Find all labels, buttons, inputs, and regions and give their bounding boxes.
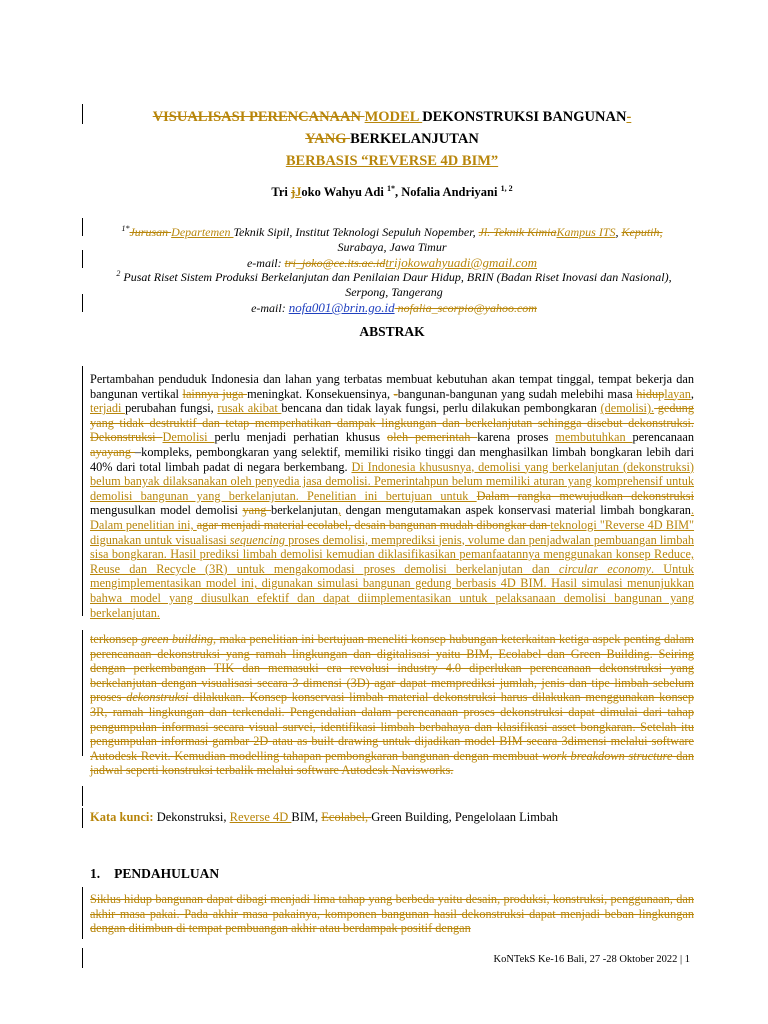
section-title: PENDAHULUAN	[114, 866, 220, 881]
deleted-text: gedung yang tidak destruktif dan tetap memperhatikan dampak lingkungan dan berkelanjutan sehingga disebut dekonstruksi. Dekonstruksi	[90, 401, 694, 445]
affiliation-deleted-text: Keputih,	[621, 225, 663, 239]
affiliation-deleted-text: Jl. Teknik Kimia	[478, 225, 557, 239]
affiliation-inserted-text: Departemen	[171, 225, 234, 239]
inserted-text: circular economy	[558, 561, 651, 576]
abstract-text: perubahan fungsi,	[125, 401, 218, 416]
affiliation-2	[84, 266, 704, 316]
email-line	[84, 300, 704, 316]
change-bar	[82, 630, 83, 756]
author-name: oko Wahyu Adi	[301, 185, 387, 200]
abstract-text: ,	[690, 386, 694, 401]
section-heading	[90, 866, 694, 882]
change-bar	[82, 948, 83, 968]
title-inserted-text: MODEL	[364, 109, 423, 125]
affiliation-text: Teknik Sipil, Institut Teknologi Sepuluh Nopember,	[233, 225, 479, 239]
title-line-2	[90, 128, 694, 150]
change-bar	[82, 104, 83, 124]
author-name: Tri	[271, 185, 291, 200]
inserted-text: ,	[337, 503, 342, 518]
footer-separator: |	[677, 954, 685, 965]
page-number: 1	[684, 954, 690, 965]
abstract-heading: ABSTRAK	[359, 324, 425, 339]
abstract-text: meningkat. Konsekuensinya,	[247, 386, 394, 401]
deleted-text: lainnya juga	[182, 386, 248, 401]
abstract-deleted-paragraph	[90, 632, 694, 778]
title-deleted-text: YANG	[305, 131, 351, 147]
inserted-text: . Dalam penelitian ini,	[90, 503, 695, 532]
email-deleted-link[interactable]: tri_joko@ce.its.ac.id	[284, 256, 386, 270]
title-text: DEKONSTRUKSI BANGUNAN	[422, 109, 627, 125]
inserted-text: . Untuk mengimplementasikan model ini, digunakan simulasi bangunan gedung berbasis 4D BIM. Hasil simulasi menunjukkan bahwa model yang diusulkan efektif dan dapat diimplementasikan untuk pelaksanaan demolisi bangunan yang berkelanjutan.	[90, 561, 694, 620]
change-bar	[82, 887, 83, 939]
inserted-text: layan	[664, 386, 691, 401]
affiliation-text: Pusat Riset Sistem Produksi Berkelanjutan dan Penilaian Daur Hidup, BRIN (Badan Riset Inovasi dan Nasional),	[120, 270, 672, 284]
affiliation-line	[90, 221, 694, 240]
abstract-paragraph	[90, 372, 694, 620]
abstract-text: perlu menjadi perhatian khusus	[214, 430, 387, 445]
inserted-text: proses demolisi, memprediksi jenis, volume dan penjadwalan pembuangan limbah sisa bongkaran. Hasil prediksi limbah demolisi kemudian diklasifikasikan pemanfaatannya menggunakan konsep Reduce, Reuse dan Recycle (3R) untuk mengakomodasi proses demolisi berkelanjutan dan	[90, 532, 694, 576]
deleted-text: green building	[141, 632, 214, 646]
paper-title	[90, 106, 694, 172]
inserted-text: membutuhkan	[555, 430, 633, 445]
keyword-inserted-text: Reverse 4D	[229, 810, 292, 824]
author-deleted-text: j	[290, 185, 296, 200]
abstract-text: bencana dan tidak layak fungsi, perlu dilakukan pembongkaran	[281, 401, 601, 416]
deleted-text: Siklus hidup bangunan dapat dibagi menjadi lima tahap yang berbeda yaitu desain, produksi, konstruksi, penggunaan, dan akhir masa pakai. Pada akhir masa pakainya, komponen bangunan hasil dekonstruksi dapat menjadi beban lingkungan dengan ditimbun di tempat pembuangan akhir atau berdampak positif dengan	[90, 892, 694, 936]
abstract-text: Pertambahan penduduk Indonesia dan lahan yang terbatas membuat kebutuhan akan tempat tinggal, tempat bekerja dan bangunan vertikal	[90, 372, 694, 401]
inserted-text: (demolisi).	[600, 401, 655, 416]
abstract-text: mengusulkan model demolisi	[90, 503, 243, 518]
abstract-text: perencanaan	[632, 430, 694, 445]
inserted-text: teknologi "Reverse 4D BIM" digunakan untuk visualisasi	[90, 517, 695, 547]
deleted-text: oleh pemerintah	[386, 430, 478, 445]
affiliation-line: Serpong, Tangerang	[345, 285, 443, 299]
abstract-text: berkelanjutan	[271, 503, 338, 518]
keyword-text: Green Building, Pengelolaan Limbah	[371, 810, 559, 824]
deleted-text: Dalam rangka mewujudkan dekonstruksi	[476, 488, 694, 503]
affiliation-line: Surabaya, Jawa Timur	[337, 240, 447, 254]
change-bar	[82, 808, 83, 828]
deleted-text: ayayang	[90, 444, 136, 459]
page-footer	[494, 954, 690, 965]
email-label: e-mail:	[246, 256, 285, 270]
author-line	[90, 184, 694, 200]
affiliation-deleted-text: Jurusan	[129, 225, 172, 239]
deleted-text: hidup	[636, 386, 665, 401]
change-bar	[82, 218, 83, 236]
change-bar	[82, 366, 83, 616]
change-bar	[82, 250, 83, 268]
change-bar	[82, 294, 83, 312]
inserted-text: Di Indonesia khususnya, demolisi yang berkelanjutan (dekonstruksi) belum banyak dilaksanakan oleh penyedia jasa demolisi. Pemerintahpun belum memiliki aturan yang komprehensif untuk demolisi bangunan yang berkelanjutan. Penelitian ini bertujuan untuk	[90, 459, 694, 503]
section-number: 1.	[90, 866, 101, 881]
deleted-text: dan jadwal seperti konstruksi terbalik melalui software Autodesk Navisworks.	[90, 748, 694, 778]
title-line-1	[90, 106, 694, 128]
abstract-text: karena proses	[477, 430, 556, 445]
title-line-3	[90, 150, 694, 172]
abstract-text: bangunan-bangunan yang sudah melebihi masa	[397, 386, 637, 401]
deleted-text: , maka penelitian ini bertujuan meneliti konsep hubungan keterkaitan ketiga aspek penting dalam perencanaan dekonstruksi yang ramah lingkungan dan digitalisasi yaitu BIM, Ecolabel dan Green Building. Seiring dengan perkembangan TIK dan memasuki era revolusi industry 4.0 diperlukan perencanaan dekonstruksi yang berkelanjutan dengan visualisasi secara 3 dimensi (3D) agar dapat memprediksi jumlah, jenis dan tipe limbah sebelum proses	[90, 632, 694, 705]
inserted-text: terjadi	[90, 401, 126, 416]
title-inserted-text: BERBASIS “REVERSE 4D BIM”	[285, 153, 499, 169]
affiliation-inserted-text: Kampus ITS	[556, 225, 616, 239]
email-deleted-link[interactable]: nofalia_scorpio@yahoo.com	[394, 301, 537, 315]
affiliation-text: ,	[615, 225, 622, 239]
title-inserted-text: -	[626, 109, 632, 125]
inserted-text: Demolisi	[162, 430, 215, 445]
author-superscript: 1*	[386, 184, 395, 193]
section-deleted-paragraph	[90, 892, 694, 936]
email-label: e-mail:	[251, 301, 289, 315]
deleted-text: dekonstruksi	[126, 690, 189, 705]
affiliation-superscript: 1*	[121, 224, 130, 233]
inserted-text: sequencing	[229, 532, 286, 547]
deleted-text: -	[393, 386, 398, 401]
keyword-text: BIM,	[291, 810, 322, 824]
abstract-text: dengan mengutamakan aspek konservasi material limbah bongkaran	[341, 503, 691, 518]
footer-conference: KoNTekS Ke-16 Bali, 27 -28 Oktober 2022	[493, 954, 678, 965]
author-inserted-text: J	[295, 185, 302, 200]
title-text: BERKELANJUTAN	[350, 131, 479, 147]
inserted-text: rusak akibat	[217, 401, 282, 416]
email-inserted-link[interactable]: trijokowahyuadi@gmail.com	[385, 255, 538, 270]
keyword-deleted-text: Ecolabel,	[321, 810, 372, 824]
keywords-label: Kata kunci:	[90, 810, 157, 824]
deleted-text: terkonsep	[90, 632, 142, 646]
change-bar	[82, 786, 83, 806]
affiliation-superscript: 2	[116, 269, 121, 278]
title-deleted-text: VISUALISASI PERENCANAAN	[152, 109, 365, 125]
deleted-text: yang	[242, 503, 272, 518]
deleted-text: agar menjadi material ecolabel, desain bangunan mudah dibongkar dan	[196, 517, 551, 532]
email-link[interactable]: nofa001@brin.go.id	[288, 300, 395, 315]
affiliation-line	[84, 266, 704, 285]
abstract-text: –kompleks, pembongkaran yang selektif, memiliki risiko tinggi dan menghasilkan limbah bongkaran lebih dari 40% dari total limbah padat di negara berkembang.	[90, 444, 694, 474]
author-name: , Nofalia Andriyani	[394, 185, 501, 200]
deleted-text: dilakukan. Konsep konservasi limbah material dekonstruksi harus dilakukan menggunakan konsep 3R, ramah lingkungan dan terkendali. Pengendalian dalam perencanaan proses dekonstruksi dapat dimulai dari tahap pengumpulan informasi secara visual survei, identifikasi limbah berbahaya dan klasifikasi asset bongkaran. Setelah itu pengumpulan informasi gambar 2D atau as built drawing untuk dijadikan model BIM secara 3dimensi melalui software Autodesk Revit. Kemudian modelling tahapan pembongkaran bangunan dengan membuat	[90, 690, 694, 763]
keyword-text: Dekonstruksi,	[156, 810, 230, 824]
author-superscript: 1, 2	[500, 184, 513, 193]
keywords	[90, 810, 694, 825]
affiliation-1	[90, 221, 694, 271]
deleted-text: work breakdown structure	[542, 748, 673, 763]
